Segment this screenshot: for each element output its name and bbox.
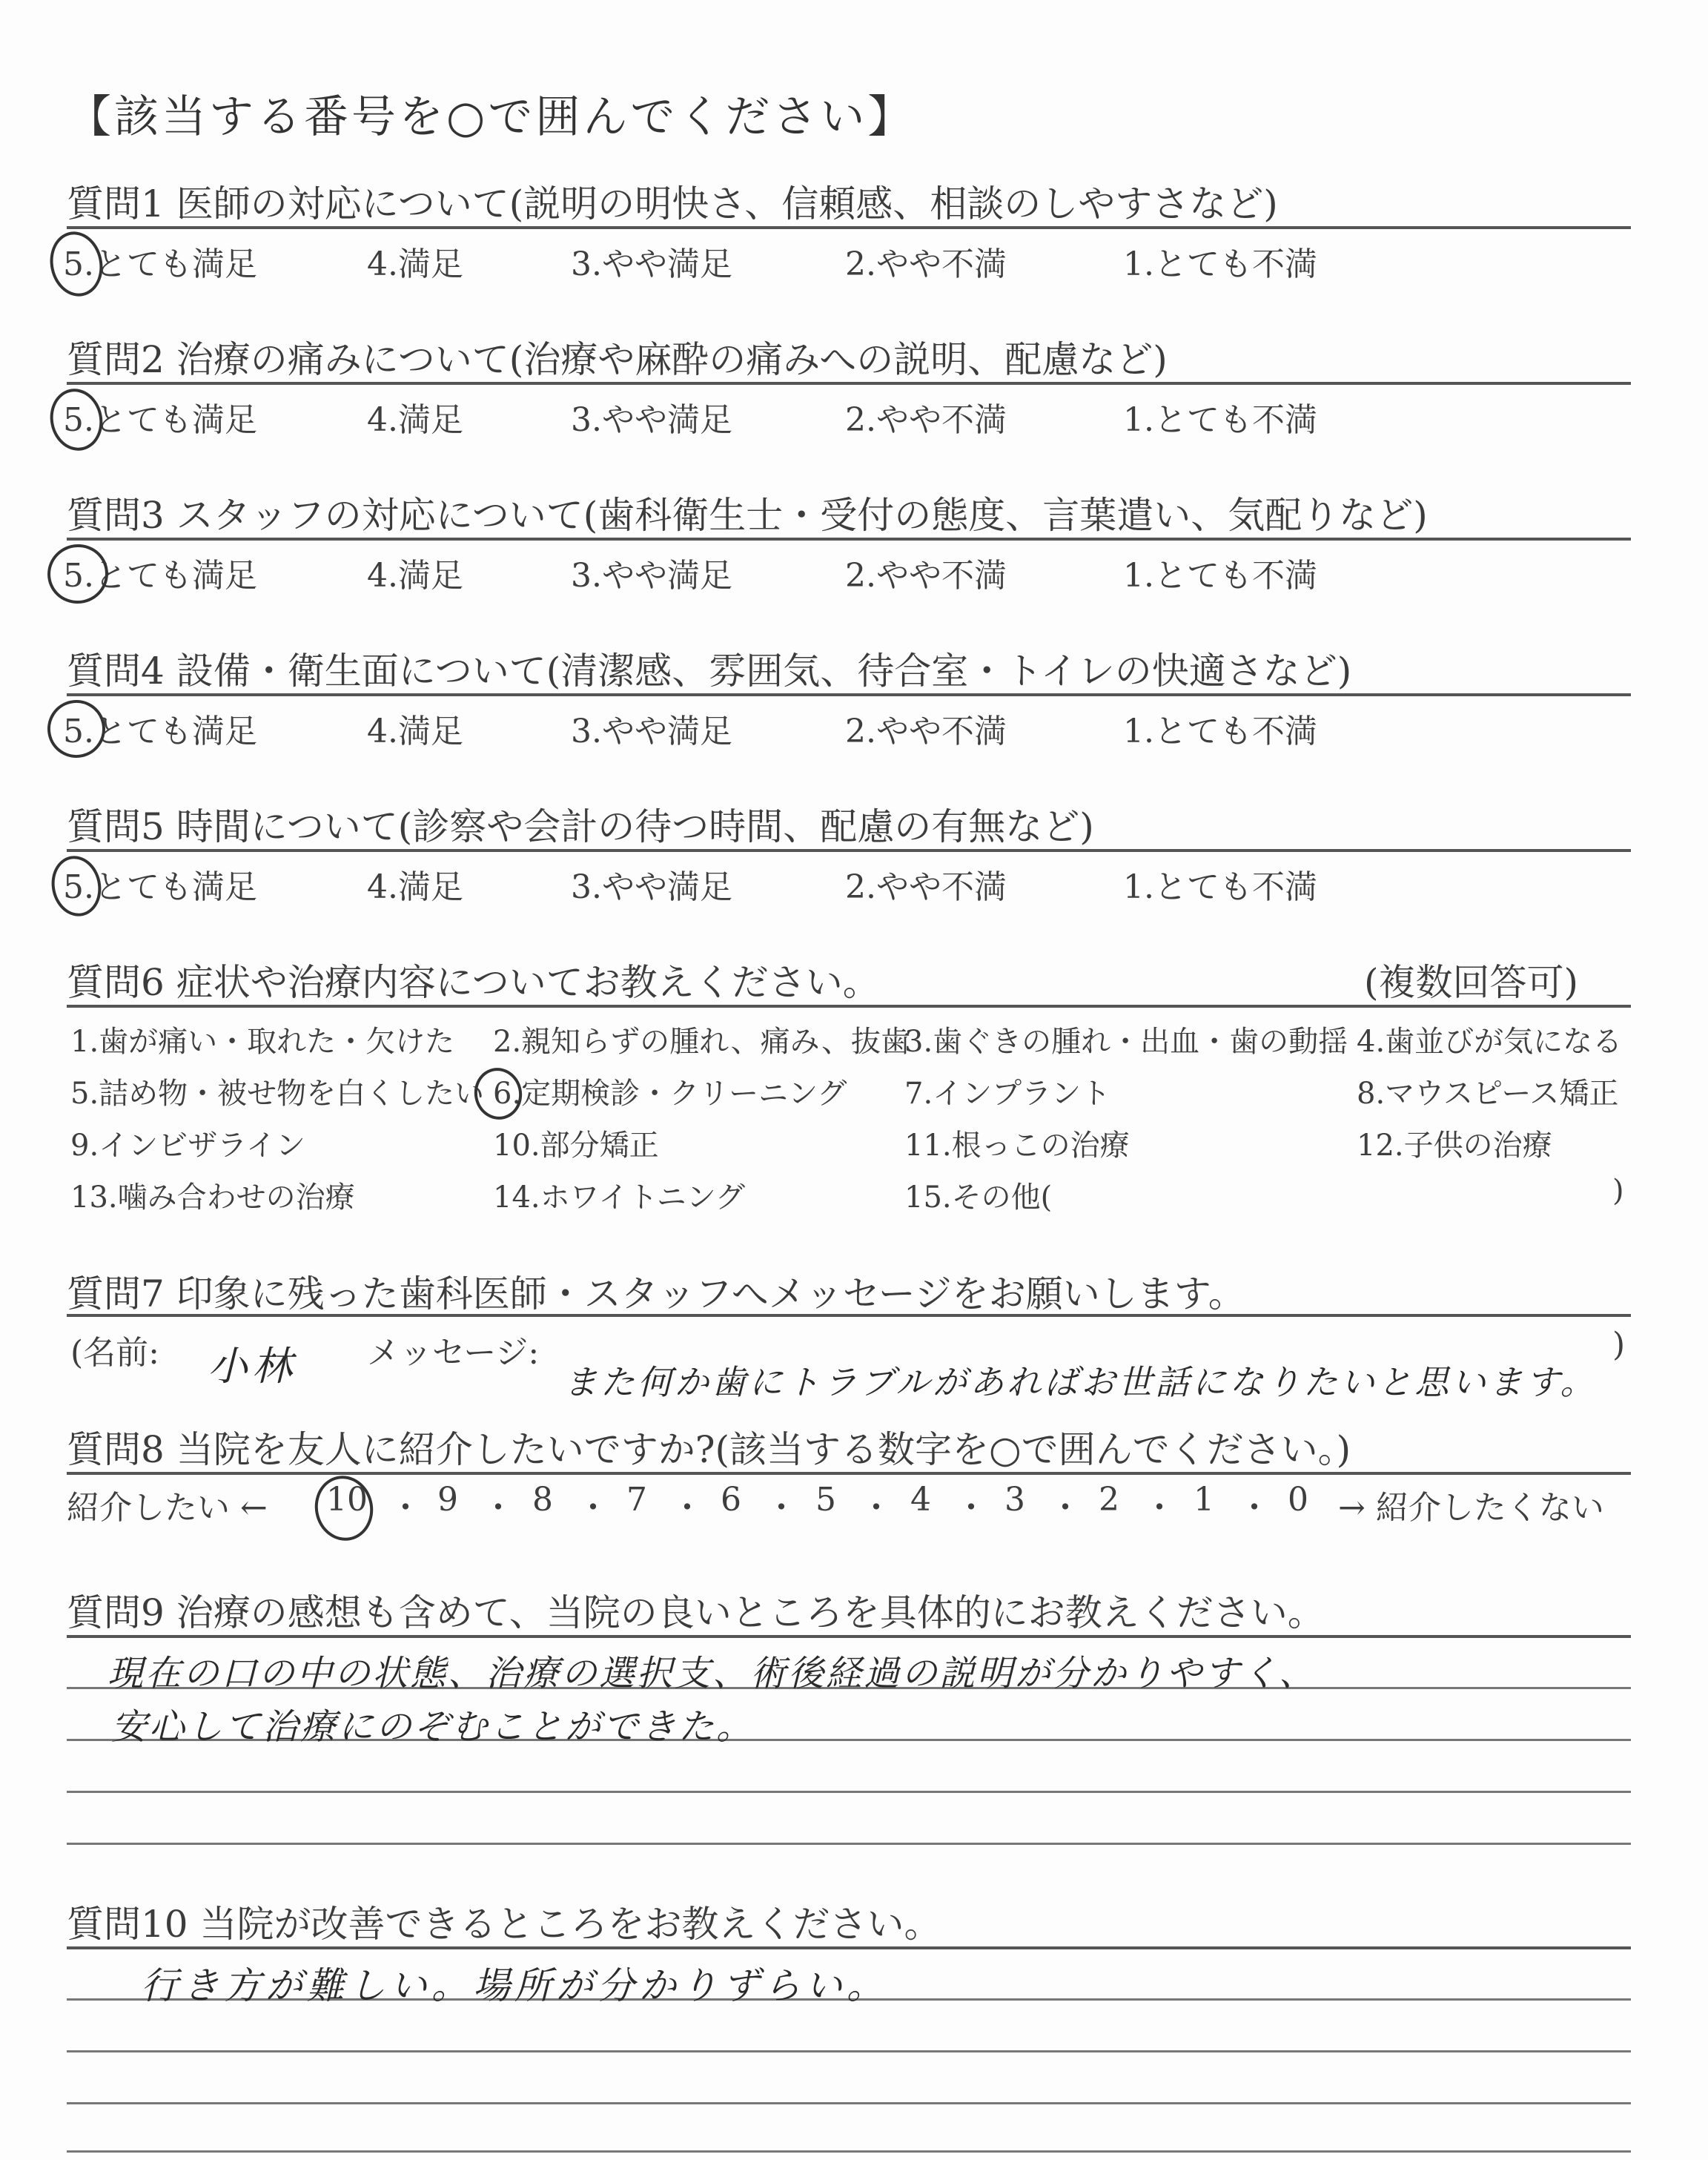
answer-line (67, 1843, 1631, 1845)
scale-0[interactable]: 0 (1288, 1481, 1308, 1519)
question-label: 質問8 当院を友人に紹介したいですか?(該当する数字を○で囲んでください。) (67, 1428, 1351, 1471)
option-1[interactable]: 1.とても不満 (1123, 245, 1317, 283)
answer-line (67, 2150, 1631, 2153)
divider (67, 1472, 1631, 1475)
divider (67, 849, 1631, 852)
scale-1[interactable]: 1 (1194, 1481, 1214, 1519)
option-5[interactable]: 5.とても満足 (63, 713, 257, 750)
question-label: 質問4 設備・衛生面について(清潔感、雰囲気、待合室・トイレの快適さなど) (67, 650, 1352, 693)
divider (67, 1635, 1631, 1638)
option-1[interactable]: 1.とても不満 (1123, 868, 1317, 906)
option-3[interactable]: 3.やや満足 (571, 868, 732, 906)
option-4[interactable]: 4.満足 (367, 401, 463, 439)
scale-9[interactable]: 9 (437, 1481, 458, 1519)
scale-separator: ・ (671, 1489, 704, 1527)
message-close-paren: ) (1612, 1326, 1626, 1364)
not-recommend-label: → 紹介したくない (1338, 1489, 1604, 1527)
scale-separator: ・ (1143, 1489, 1176, 1527)
scale-6[interactable]: 6 (721, 1481, 741, 1519)
option-2[interactable]: 2.やや不満 (845, 713, 1007, 750)
symptom-option[interactable]: 5.詰め物・被せ物を白くしたい (70, 1077, 485, 1111)
option-3[interactable]: 3.やや満足 (571, 557, 732, 595)
scale-5[interactable]: 5 (815, 1481, 836, 1519)
question-label: 質問9 治療の感想も含めて、当院の良いところを具体的にお教えください。 (67, 1591, 1325, 1634)
symptom-option[interactable]: 1.歯が痛い・取れた・欠けた (70, 1025, 455, 1059)
page-title: 【該当する番号を○で囲んでください】 (67, 91, 916, 143)
option-4[interactable]: 4.満足 (367, 868, 463, 906)
question-label: 質問3 スタッフの対応について(歯科衛生士・受付の態度、言葉遣い、気配りなど) (67, 494, 1428, 537)
symptom-option[interactable]: 4.歯並びが気になる (1357, 1025, 1623, 1059)
option-2[interactable]: 2.やや不満 (845, 868, 1007, 906)
option-4[interactable]: 4.満足 (367, 713, 463, 750)
option-4[interactable]: 4.満足 (367, 557, 463, 595)
symptom-option[interactable]: 3.歯ぐきの腫れ・出血・歯の動揺 (904, 1025, 1348, 1059)
answer-handwritten-line[interactable]: 行き方が難しい。場所が分かりずらい。 (141, 1964, 888, 2007)
divider (67, 226, 1631, 229)
symptom-option[interactable]: 2.親知らずの腫れ、痛み、抜歯 (493, 1025, 910, 1059)
option-2[interactable]: 2.やや不満 (845, 557, 1007, 595)
divider (67, 538, 1631, 541)
option-1[interactable]: 1.とても不満 (1123, 401, 1317, 439)
answer-line (67, 2050, 1631, 2052)
scale-separator: ・ (955, 1489, 987, 1527)
symptom-option[interactable]: 8.マウスピース矯正 (1357, 1077, 1619, 1111)
option-5[interactable]: 5.とても満足 (63, 401, 257, 439)
option-5[interactable]: 5.とても満足 (63, 557, 257, 595)
answer-handwritten-line[interactable]: 現在の口の中の状態、治療の選択支、術後経過の説明が分かりやすく、 (107, 1653, 1317, 1694)
scale-separator: ・ (482, 1489, 514, 1527)
answer-handwritten-line[interactable]: 安心して治療にのぞむことができた。 (111, 1706, 755, 1748)
question-label: 質問6 症状や治療内容についてお教えください。 (67, 961, 880, 1004)
scale-7[interactable]: 7 (626, 1481, 647, 1519)
answer-line (67, 2102, 1631, 2104)
option-1[interactable]: 1.とても不満 (1123, 557, 1317, 595)
option-5[interactable]: 5.とても満足 (63, 245, 257, 283)
question-label: 質問5 時間について(診察や会計の待つ時間、配慮の有無など) (67, 805, 1094, 848)
multiple-answer-note: (複数回答可) (1364, 961, 1579, 1004)
divider (67, 1005, 1631, 1008)
symptom-option[interactable]: 9.インビザライン (70, 1129, 305, 1163)
option-2[interactable]: 2.やや不満 (845, 245, 1007, 283)
question-label: 質問10 当院が改善できるところをお教えください。 (67, 1903, 941, 1946)
scale-separator: ・ (765, 1489, 798, 1527)
message-handwritten[interactable]: また何か歯にトラブルがあればお世話になりたいと思います。 (563, 1362, 1598, 1402)
symptom-option[interactable]: 10.部分矯正 (493, 1129, 659, 1163)
option-3[interactable]: 3.やや満足 (571, 401, 732, 439)
answer-line (67, 1791, 1631, 1793)
scale-3[interactable]: 3 (1004, 1481, 1025, 1519)
scale-separator: ・ (389, 1489, 422, 1527)
scale-2[interactable]: 2 (1099, 1481, 1119, 1519)
option-5[interactable]: 5.とても満足 (63, 868, 257, 906)
symptom-option[interactable]: 15.その他( (904, 1180, 1053, 1215)
scale-separator: ・ (860, 1489, 893, 1527)
symptom-option[interactable]: 6.定期検診・クリーニング (493, 1077, 847, 1111)
name-label: (名前: (70, 1334, 159, 1372)
option-3[interactable]: 3.やや満足 (571, 713, 732, 750)
divider (67, 1314, 1631, 1317)
name-handwritten[interactable]: 小林 (208, 1343, 297, 1390)
scale-separator: ・ (1049, 1489, 1082, 1527)
scale-10[interactable]: 10 (326, 1481, 368, 1519)
scale-4[interactable]: 4 (910, 1481, 931, 1519)
divider (67, 382, 1631, 385)
symptom-option[interactable]: 7.インプラント (904, 1077, 1111, 1111)
scale-separator: ・ (1238, 1489, 1271, 1527)
option-1[interactable]: 1.とても不満 (1123, 713, 1317, 750)
question-label: 質問1 医師の対応について(説明の明快さ、信頼感、相談のしやすさなど) (67, 182, 1278, 225)
symptom-option[interactable]: 13.噛み合わせの治療 (70, 1180, 355, 1215)
message-label: メッセージ: (367, 1334, 540, 1372)
divider (67, 1946, 1631, 1949)
symptom-option[interactable]: 12.子供の治療 (1357, 1129, 1552, 1163)
recommend-label: 紹介したい ← (67, 1489, 268, 1527)
selection-circle (309, 1470, 380, 1546)
other-close-paren: ) (1612, 1174, 1624, 1208)
question-label: 質問7 印象に残った歯科医師・スタッフへメッセージをお願いします。 (67, 1272, 1245, 1315)
scale-8[interactable]: 8 (532, 1481, 553, 1519)
option-4[interactable]: 4.満足 (367, 245, 463, 283)
question-label: 質問2 治療の痛みについて(治療や麻酔の痛みへの説明、配慮など) (67, 338, 1168, 381)
option-2[interactable]: 2.やや不満 (845, 401, 1007, 439)
symptom-option[interactable]: 11.根っこの治療 (904, 1129, 1130, 1163)
symptom-option[interactable]: 14.ホワイトニング (493, 1180, 746, 1215)
scale-separator: ・ (577, 1489, 609, 1527)
option-3[interactable]: 3.やや満足 (571, 245, 732, 283)
divider (67, 693, 1631, 696)
